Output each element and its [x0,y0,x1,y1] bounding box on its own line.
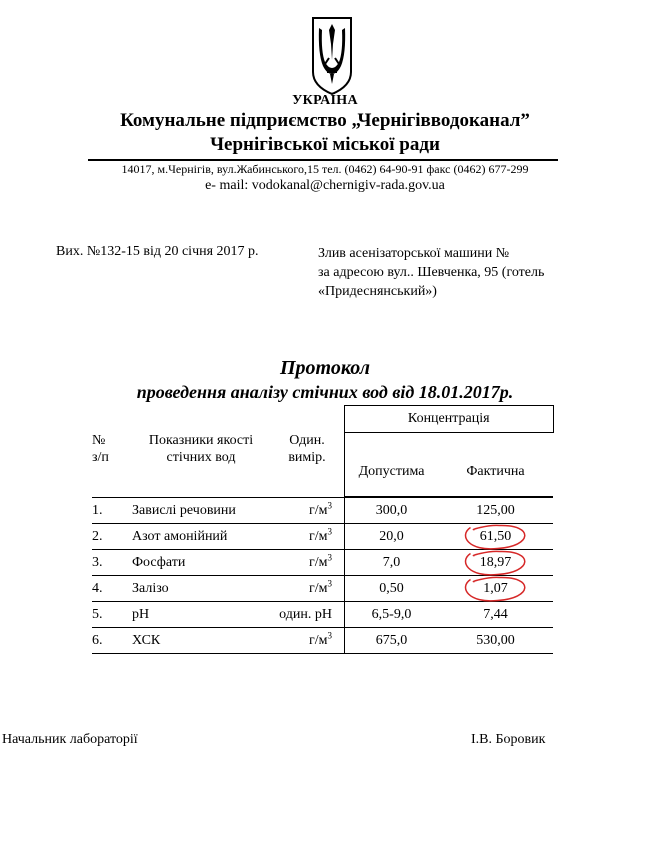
row-indicator: Залізо [132,576,270,602]
header-col-unit [270,406,345,497]
header-concentration: Концентрація [345,406,554,433]
signatory-name: І.В. Боровик [471,732,546,747]
row-actual: 18,97 [438,550,553,576]
organization-council: Чернігівської міської ради [210,134,440,155]
row-actual: 125,00 [438,498,553,524]
organization-name: Комунальне підприємство „Чернігівводоканал” [120,110,530,131]
row-unit [270,550,345,576]
row-indicator: Фосфати [132,550,270,576]
trident-icon [309,14,355,96]
unit-text: г/м [309,632,328,648]
row-allowed: 300,0 [345,498,439,524]
subject-block [318,244,618,301]
header-allowed: Допустима [345,433,439,497]
row-unit [270,524,345,550]
organization-email: e- mail: vodokanal@chernigiv-rada.gov.ua [205,178,445,193]
table-row [92,524,553,550]
organization-address: 14017, м.Чернігів, вул.Жабинського,15 тел. (0462) 64-90-91 факс (0462) 677-299 [121,162,529,176]
row-no: 3. [92,550,132,576]
header-text: № [92,432,106,448]
subject-line: Злив асенізаторської машини № [318,246,510,261]
row-indicator: Азот амонійний [132,524,270,550]
row-actual: 61,50 [438,524,553,550]
header-text: Один. [289,432,325,448]
header-text: Показники якості [148,432,254,448]
results-table [92,405,554,654]
header-actual: Фактична [438,433,553,497]
row-allowed: 20,0 [345,524,439,550]
row-no: 4. [92,576,132,602]
header-text: з/п [92,449,109,465]
country-name: УКРАЇНА [292,93,358,108]
protocol-subtitle: проведення аналізу стічних вод від 18.01.2017р. [136,382,514,402]
row-no: 2. [92,524,132,550]
row-actual: 530,00 [438,628,553,654]
row-actual: 1,07 [438,576,553,602]
row-indicator: ХСК [132,628,270,654]
row-actual: 7,44 [438,602,553,628]
row-unit [270,498,345,524]
row-indicator: pH [132,602,270,628]
unit-sup: 3 [327,629,332,640]
table-row [92,628,553,654]
row-allowed: 6,5-9,0 [345,602,439,628]
header-text: вимір. [288,449,326,465]
row-no: 6. [92,628,132,654]
signatory-position: Начальник лабораторії [2,732,138,747]
row-no: 1. [92,498,132,524]
unit-text: г/м [309,580,328,596]
header-divider [88,159,558,161]
table-row [92,576,553,602]
header-col-indicator [132,406,270,497]
row-no: 5. [92,602,132,628]
unit-sup: 3 [327,525,332,536]
table-row [92,498,553,524]
row-unit [270,602,345,628]
subject-line: «Придеснянський») [318,284,437,299]
header-col-no [92,406,132,497]
row-indicator: Завислі речовини [132,498,270,524]
row-allowed: 0,50 [345,576,439,602]
row-unit [270,576,345,602]
unit-sup: 3 [327,499,332,510]
row-allowed: 7,0 [345,550,439,576]
subject-line: за адресою вул.. Шевченка, 95 (готель [318,265,545,280]
unit-sup: 3 [327,577,332,588]
protocol-title: Протокол [280,357,370,379]
table-row [92,602,553,628]
unit-text: г/м [309,502,328,518]
header-text: стічних вод [166,449,236,465]
row-unit [270,628,345,654]
outgoing-number: Вих. №132-15 від 20 січня 2017 р. [56,244,259,259]
table-row [92,550,553,576]
row-allowed: 675,0 [345,628,439,654]
unit-text: г/м [309,554,328,570]
unit-text: г/м [309,528,328,544]
unit-sup: 3 [327,551,332,562]
unit-text: один. pH [279,606,332,622]
